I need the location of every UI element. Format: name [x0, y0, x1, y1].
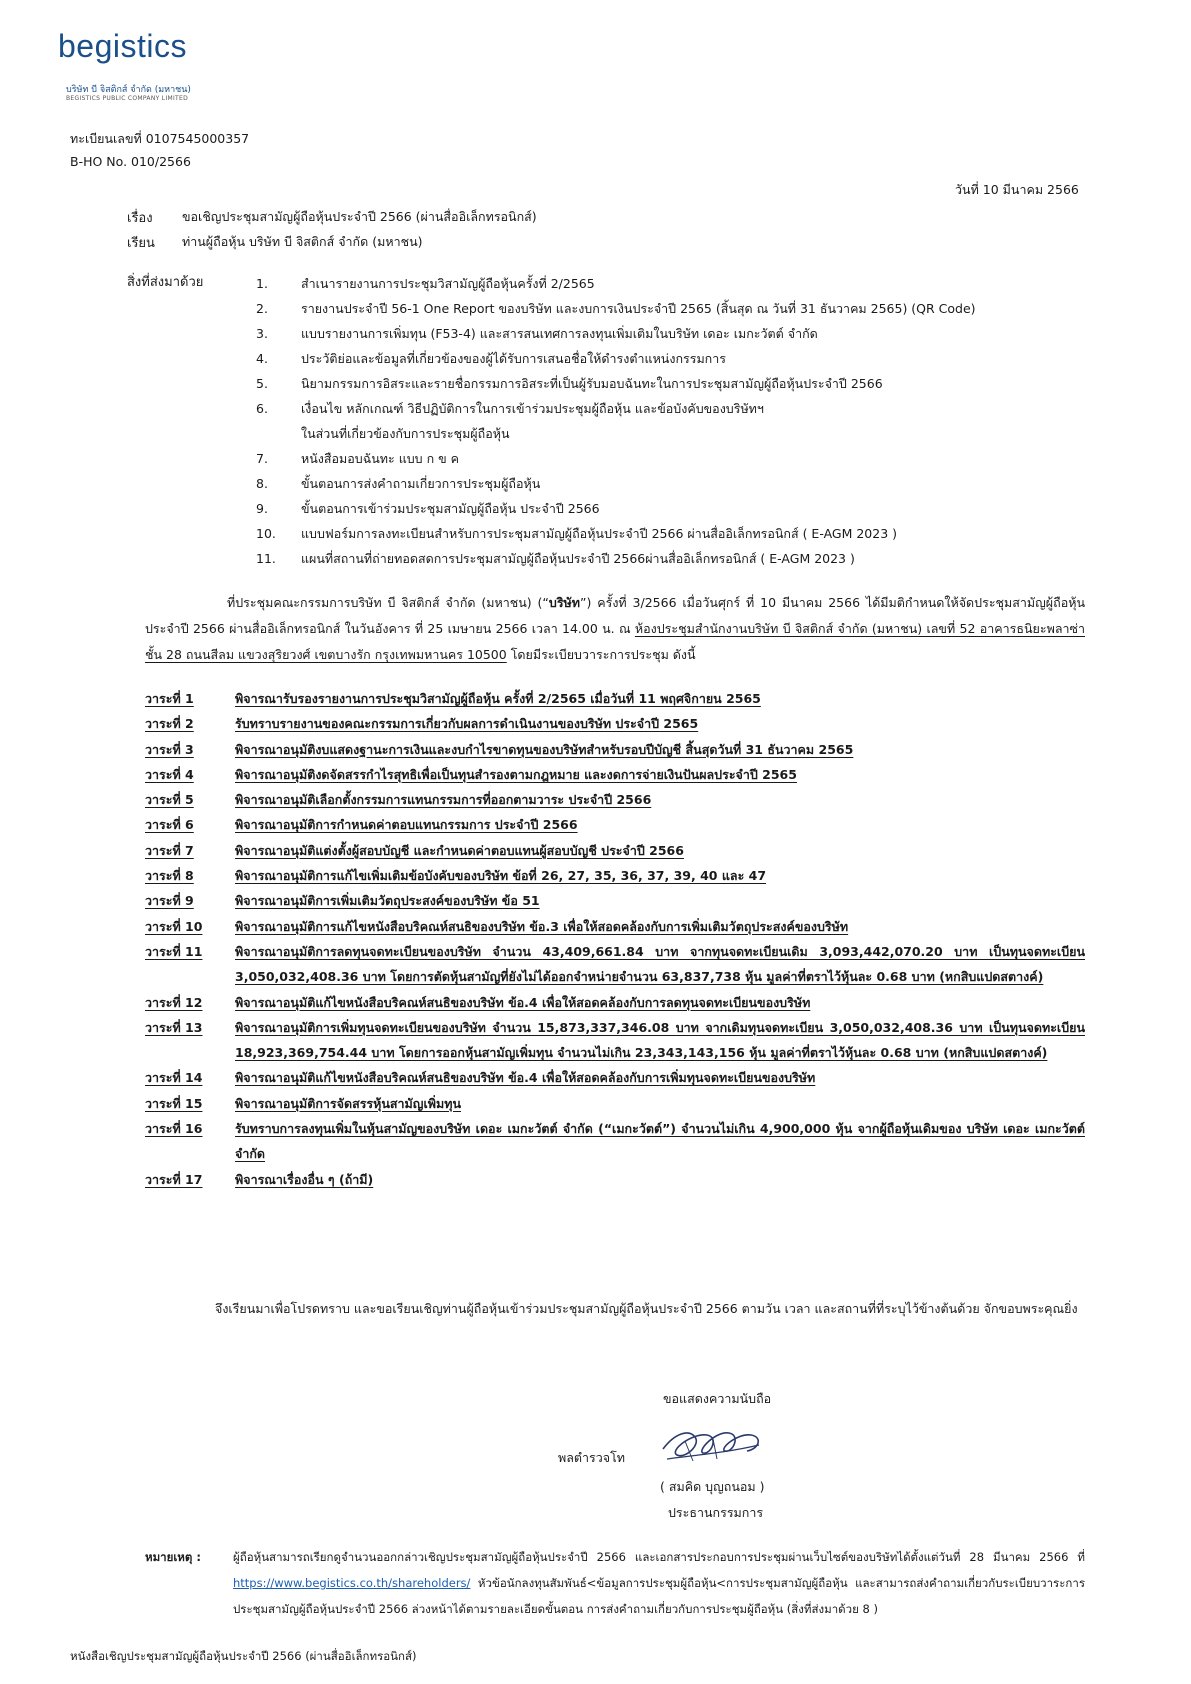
agenda-text: พิจารณาอนุมัติการลดทุนจดทะเบียนของบริษัท จำนวน 43,409,661.84 บาท จากทุนจดทะเบียนเดิม 3,093,442,070.20 บาท เป็นทุนจดทะเบียน 3,050,032,408.36 บาท โดยการตัดหุ้นสามัญที่ยังไม่ได้ออกจำหน่ายจำนวน 63,837,738 หุ้น มูลค่าที่ตราไว้หุ้นละ 0.68 บาท (หกสิบแปดสตางค์): [235, 943, 1085, 985]
agenda-text: พิจารณาอนุมัติการแก้ไขเพิ่มเติมข้อบังคับของบริษัท ข้อที่ 26, 27, 35, 36, 37, 39, 40 และ 47: [235, 868, 767, 884]
agenda-number: วาระที่ 4: [145, 766, 194, 782]
enclosure-text: แบบฟอร์มการลงทะเบียนสำหรับการประชุมสามัญผู้ถือหุ้นประจำปี 2566 ผ่านสื่ออิเล็กทรอนิกส์ ( E-AGM 2023 ): [301, 526, 898, 541]
agenda-text: รับทราบการลงทุนเพิ่มในหุ้นสามัญของบริษัท เดอะ เมกะวัตต์ จำกัด (“เมกะวัตต์”) จำนวนไม่เกิน 4,900,000 หุ้น จากผู้ถือหุ้นเดิมของ บริษัท เดอะ เมกะวัตต์ จำกัด: [235, 1121, 1085, 1162]
intro-part3: โดยมีระเบียบวาระการประชุม ดังนี้: [506, 647, 696, 662]
enclosure-item: [256, 471, 1106, 496]
agenda-item: [145, 1167, 1085, 1192]
agenda-item: [145, 838, 1085, 863]
agenda-number: วาระที่ 6: [145, 817, 194, 833]
agenda-number: วาระที่ 5: [145, 792, 194, 808]
agenda-text: พิจารณาอนุมัติเลือกตั้งกรรมการแทนกรรมการที่ออกตามวาระ ประจำปี 2566: [235, 792, 652, 808]
agenda-number: วาระที่ 11: [145, 943, 203, 959]
enclosure-text: ขั้นตอนการส่งคำถามเกี่ยวการประชุมผู้ถือหุ้น: [301, 476, 541, 491]
agenda-item: [145, 737, 1085, 762]
subject-text: ขอเชิญประชุมสามัญผู้ถือหุ้นประจำปี 2566 (ผ่านสื่ออิเล็กทรอนิกส์): [182, 209, 537, 224]
agenda-text: พิจารณาอนุมัติแก้ไขหนังสือบริคณห์สนธิของบริษัท ข้อ.4 เพื่อให้สอดคล้องกับการเพิ่มทุนจดทะเบียนของบริษัท: [235, 1070, 816, 1086]
agenda-item: [145, 888, 1085, 913]
enclosure-number: 4.: [256, 351, 268, 366]
agenda-text: พิจารณาอนุมัติการจัดสรรหุ้นสามัญเพิ่มทุน: [235, 1095, 461, 1111]
enclosure-item: [256, 446, 1106, 471]
logo-wordmark: begistics: [58, 28, 187, 64]
enclosure-number: 3.: [256, 326, 268, 341]
enclosure-text: ในส่วนที่เกี่ยวข้องกับการประชุมผู้ถือหุ้น: [301, 426, 510, 441]
enclosure-number: 7.: [256, 451, 268, 466]
shareholders-link[interactable]: https://www.begistics.co.th/shareholders/: [233, 1576, 471, 1590]
enclosure-text: ประวัติย่อและข้อมูลที่เกี่ยวข้องของผู้ได้รับการเสนอชื่อให้ดำรงตำแหน่งกรรมการ: [301, 351, 726, 366]
intro-part2: ”) ครั้งที่ 3/2566 เมื่อวันศุกร์ ที่ 10 มีนาคม 2566 ได้มีมติกำหนดให้จัดประชุมสามัญผู้ถือหุ้นประจำปี 2566 ผ่านสื่ออิเล็กทรอนิกส์ ในวันอังคาร ที่ 25 เมษายน 2566 เวลา 14.00 น. ณ: [145, 595, 1085, 636]
enclosure-text: แผนที่สถานที่ถ่ายทอดสดการประชุมสามัญผู้ถือหุ้นประจำปี 2566ผ่านสื่ออิเล็กทรอนิกส์ ( E-AGM 2023 ): [301, 551, 855, 566]
logo-english-name: BEGISTICS PUBLIC COMPANY LIMITED: [66, 95, 189, 102]
registration-number: ทะเบียนเลขที่ 0107545000357: [70, 131, 250, 146]
note-body: [145, 1544, 1085, 1622]
enclosures-label: สิ่งที่ส่งมาด้วย: [127, 275, 204, 290]
enclosure-number: 10.: [256, 526, 276, 541]
agenda-number: วาระที่ 10: [145, 918, 203, 934]
enclosure-text: สำเนารายงานการประชุมวิสามัญผู้ถือหุ้นครั้งที่ 2/2565: [301, 276, 595, 291]
agenda-text: พิจารณาอนุมัติการเพิ่มเติมวัตถุประสงค์ของบริษัท ข้อ 51: [235, 893, 540, 909]
page-footer: หนังสือเชิญประชุมสามัญผู้ถือหุ้นประจำปี 2566 (ผ่านสื่ออิเล็กทรอนิกส์): [70, 1649, 417, 1663]
agenda-text: พิจารณาอนุมัติงดจัดสรรกำไรสุทธิเพื่อเป็นทุนสำรองตามกฎหมาย และงดการจ่ายเงินปันผลประจำปี 2565: [235, 766, 797, 782]
enclosure-text: ขั้นตอนการเข้าร่วมประชุมสามัญผู้ถือหุ้น ประจำปี 2566: [301, 501, 600, 516]
note-label: หมายเหตุ :: [145, 1550, 201, 1564]
agenda-text: พิจารณาอนุมัติการกำหนดค่าตอบแทนกรรมการ ประจำปี 2566: [235, 817, 578, 833]
agenda-number: วาระที่ 1: [145, 691, 194, 706]
closing-paragraph: จึงเรียนมาเพื่อโปรดทราบ และขอเรียนเชิญท่านผู้ถือหุ้นเข้าร่วมประชุมสามัญผู้ถือหุ้นประจำปี 2566 ตามวัน เวลา และสถานที่ที่ระบุไว้ข้างต้นด้วย จักขอบพระคุณยิ่ง: [215, 1301, 1078, 1316]
agenda-text: พิจารณาอนุมัติแก้ไขหนังสือบริคณห์สนธิของบริษัท ข้อ.4 เพื่อให้สอดคล้องกับการลดทุนจดทะเบียนของบริษัท: [235, 994, 811, 1010]
enclosure-item: [256, 496, 1106, 521]
enclosure-item: [256, 271, 1106, 296]
agenda-number: วาระที่ 7: [145, 842, 194, 858]
agenda-item: [145, 711, 1085, 736]
agenda-text: พิจารณาอนุมัติงบแสดงฐานะการเงินและงบกำไรขาดทุนของบริษัทสำหรับรอบปีบัญชี สิ้นสุดวันที่ 31 ธันวาคม 2565: [235, 741, 854, 757]
enclosure-number: 2.: [256, 301, 268, 316]
intro-paragraph: [145, 590, 1085, 668]
agenda-item: [145, 1065, 1085, 1090]
enclosure-text: รายงานประจำปี 56-1 One Report ของบริษัท และงบการเงินประจำปี 2565 (สิ้นสุด ณ วันที่ 31 ธันวาคม 2565) (QR Code): [301, 301, 976, 316]
enclosure-number: 9.: [256, 501, 268, 516]
agenda-number: วาระที่ 16: [145, 1121, 203, 1137]
logo-thai-name: บริษัท บี จิสติกส์ จำกัด (มหาชน): [66, 85, 191, 95]
enclosure-number: 6.: [256, 401, 268, 416]
note-part2: หัวข้อนักลงทุนสัมพันธ์<ข้อมูลการประชุมผู้ถือหุ้น<การประชุมสามัญผู้ถือหุ้น และสามารถส่งคำถามเกี่ยวกับระเบียบวาระการประชุมสามัญผู้ถือหุ้นประจำปี 2566 ล่วงหน้าได้ตามรายละเอียดขั้นตอน การส่งคำถามเกี่ยวกับการประชุมผู้ถือหุ้น (สิ่งที่ส่งมาด้วย 8 ): [233, 1576, 1085, 1616]
enclosure-item: [256, 296, 1106, 321]
enclosure-item: [256, 346, 1106, 371]
enclosure-number: 1.: [256, 276, 268, 291]
agenda-list: [145, 686, 1085, 1192]
note-block: [145, 1544, 1085, 1622]
enclosure-text: แบบรายงานการเพิ่มทุน (F53-4) และสารสนเทศการลงทุนเพิ่มเติมในบริษัท เดอะ เมกะวัตต์ จำกัด: [301, 326, 818, 341]
agenda-number: วาระที่ 15: [145, 1095, 203, 1111]
intro-venue: ห้องประชุมสำนักงานบริษัท บี จิสติกส์ จำกัด (มหาชน) เลขที่ 52 อาคารธนิยะพลาซ่า ชั้น 28 ถนนสีลม แขวงสุริยวงศ์ เขตบางรัก กรุงเทพมหานคร 10500: [145, 621, 1085, 662]
agenda-text: พิจารณาอนุมัติการเพิ่มทุนจดทะเบียนของบริษัท จำนวน 15,873,337,346.08 บาท จากเดิมทุนจดทะเบียน 3,050,032,408.36 บาท เป็นทุนจดทะเบียน 18,923,369,754.44 บาท โดยการออกหุ้นสามัญเพิ่มทุน จำนวนไม่เกิน 23,343,143,156 หุ้น มูลค่าที่ตราไว้หุ้นละ 0.68 บาท (หกสิบแปดสตางค์): [235, 1019, 1085, 1061]
enclosure-item: [256, 396, 1106, 446]
intro-company-short: บริษัท: [548, 595, 581, 610]
agenda-item: [145, 990, 1085, 1015]
agenda-number: วาระที่ 12: [145, 994, 203, 1010]
agenda-item: [145, 914, 1085, 939]
agenda-text: พิจารณาเรื่องอื่น ๆ (ถ้ามี): [235, 1171, 374, 1187]
enclosure-item: [256, 371, 1106, 396]
enclosure-number: 5.: [256, 376, 268, 391]
agenda-item: [145, 1015, 1085, 1066]
enclosure-text: หนังสือมอบฉันทะ แบบ ก ข ค: [301, 451, 460, 466]
signer-position: ประธานกรรมการ: [668, 1505, 764, 1520]
agenda-text: พิจารณาอนุมัติแต่งตั้งผู้สอบบัญชี และกำหนดค่าตอบแทนผู้สอบบัญชี ประจำปี 2566: [235, 842, 684, 858]
agenda-text: พิจารณาอนุมัติการแก้ไขหนังสือบริคณห์สนธิของบริษัท ข้อ.3 เพื่อให้สอดคล้องกับการเพิ่มเติมวัตถุประสงค์ของบริษัท: [235, 918, 849, 934]
signer-rank: พลตำรวจโท: [558, 1450, 626, 1465]
subject-label: เรื่อง: [127, 211, 153, 226]
agenda-item: [145, 1091, 1085, 1116]
agenda-item: [145, 762, 1085, 787]
agenda-number: วาระที่ 13: [145, 1019, 203, 1035]
letter-date: วันที่ 10 มีนาคม 2566: [955, 182, 1079, 197]
agenda-item: [145, 1116, 1085, 1167]
agenda-item: [145, 863, 1085, 888]
agenda-text: พิจารณารับรองรายงานการประชุมวิสามัญผู้ถือหุ้น ครั้งที่ 2/2565 เมื่อวันที่ 11 พฤศจิกายน 2565: [235, 691, 761, 706]
regards: ขอแสดงความนับถือ: [663, 1391, 772, 1406]
agenda-number: วาระที่ 17: [145, 1171, 203, 1187]
agenda-number: วาระที่ 2: [145, 716, 194, 732]
agenda-item: [145, 686, 1085, 711]
to-text: ท่านผู้ถือหุ้น บริษัท บี จิสติกส์ จำกัด (มหาชน): [182, 234, 423, 249]
agenda-item: [145, 939, 1085, 990]
reference-number: B-HO No. 010/2566: [70, 154, 191, 169]
agenda-item: [145, 787, 1085, 812]
signer-name: ( สมคิด บุญถนอม ): [660, 1479, 765, 1494]
signature-image: [655, 1415, 775, 1475]
company-logo: [58, 28, 228, 108]
enclosure-number: 8.: [256, 476, 268, 491]
agenda-number: วาระที่ 9: [145, 893, 194, 909]
agenda-number: วาระที่ 14: [145, 1070, 203, 1086]
enclosure-text: เงื่อนไข หลักเกณฑ์ วิธีปฏิบัติการในการเข้าร่วมประชุมผู้ถือหุ้น และข้อบังคับของบริษัทฯ: [301, 401, 764, 416]
agenda-number: วาระที่ 8: [145, 868, 194, 884]
intro-part1: ที่ประชุมคณะกรรมการบริษัท บี จิสติกส์ จำกัด (มหาชน) (“: [227, 595, 549, 610]
agenda-text: รับทราบรายงานของคณะกรรมการเกี่ยวกับผลการดำเนินงานของบริษัท ประจำปี 2565: [235, 716, 699, 732]
enclosure-text: นิยามกรรมการอิสระและรายชื่อกรรมการอิสระที่เป็นผู้รับมอบฉันทะในการประชุมสามัญผู้ถือหุ้นประจำปี 2566: [301, 376, 883, 391]
agenda-item: [145, 812, 1085, 837]
enclosure-item: [256, 521, 1106, 546]
agenda-number: วาระที่ 3: [145, 741, 194, 757]
note-part1: ผู้ถือหุ้นสามารถเรียกดูจำนวนออกกล่าวเชิญประชุมสามัญผู้ถือหุ้นประจำปี 2566 และเอกสารประกอบการประชุมผ่านเว็บไซต์ของบริษัทได้ตั้งแต่วันที่ 28 มีนาคม 2566 ที่: [233, 1550, 1085, 1564]
to-label: เรียน: [127, 236, 155, 251]
enclosure-item: [256, 546, 1106, 571]
enclosure-item: [256, 321, 1106, 346]
enclosures-list: [256, 271, 1106, 571]
enclosure-number: 11.: [256, 551, 276, 566]
